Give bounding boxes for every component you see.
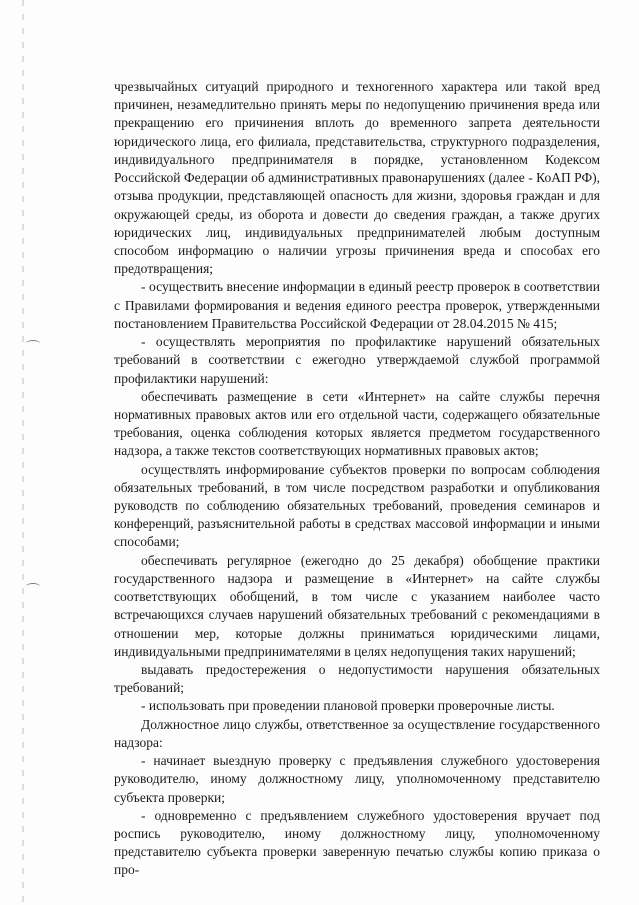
paragraph-10: - начинает выездную проверку с предъявления служебного удостоверения руководителю, иному должностному лицу, уполномоченному представителю субъекта проверки;: [114, 753, 600, 805]
paragraph-2: - осуществить внесение информации в единый реестр проверок в соответствии с Правилами формирования и ведения единого реестра проверок, утвержденными постановлением Правительства Российской Федерации от 28.04.2015 № 415;: [114, 279, 600, 331]
paragraph-1: чрезвычайных ситуаций природного и техногенного характера или такой вред причинен, незамедлительно принять меры по недопущению причинения вреда или прекращению его причинения вплоть до временного запрета деятельности юридического лица, его филиала, представительства, структурного подразделения, индивидуального предпринимателя в порядке, установленном Кодексом Российской Федерации об административных правонарушениях (далее - КоАП РФ), отзыва продукции, представляющей опасность для жизни, здоровья граждан и для окружающей среды, из оборота и довести до сведения граждан, а также других юридических лиц, индивидуальных предпринимателей любым доступным способом информацию о наличии угрозы причинения вреда и способах его предотвращения;: [114, 79, 600, 277]
paragraph-5: осуществлять информирование субъектов проверки по вопросам соблюдения обязательных требований, в том числе посредством разработки и опубликования руководств по соблюдению обязательных требований, проведения семинаров и конференций, разъяснительной работы в средствах массовой информации и иными способами;: [114, 461, 600, 550]
paragraph-9: Должностное лицо службы, ответственное за осуществление государственного надзора:: [114, 716, 600, 750]
paragraph-11: - одновременно с предъявлением служебного удостоверения вручает под роспись руководителю, иному должностному лицу, уполномоченному представителю субъекта проверки заверенную печатью службы копию приказа о про-: [114, 807, 600, 878]
scan-mark: [26, 583, 40, 590]
paragraph-7: выдавать предостережения о недопустимости нарушения обязательных требований;: [114, 662, 600, 696]
scan-mark: [26, 340, 40, 347]
paragraph-6: обеспечивать регулярное (ежегодно до 25 декабря) обобщение практики государственного надзора и размещение в «Интернет» на сайте службы соответствующих обобщений, в том числе с указанием наиболее часто встречающихся случаев нарушений обязательных требований с рекомендациями в отношении мер, которые должны приниматься юридическими лицами, индивидуальными предпринимателями в целях недопущения таких нарушений;: [114, 552, 600, 659]
paragraph-3: - осуществлять мероприятия по профилактике нарушений обязательных требований в соответствии с ежегодно утверждаемой службой программой профилактики нарушений:: [114, 334, 600, 386]
document-body: [114, 78, 600, 880]
paragraph-8: - использовать при проведении плановой проверки проверочные листы.: [141, 698, 555, 714]
paragraph-4: обеспечивать размещение в сети «Интернет» на сайте службы перечня нормативных правовых актов или его отдельной части, содержащего обязательные требования, оценка соблюдения которых является предметом государственного надзора, а также текстов соответствующих нормативных правовых актов;: [114, 388, 600, 459]
binding-edge: [22, 0, 24, 905]
